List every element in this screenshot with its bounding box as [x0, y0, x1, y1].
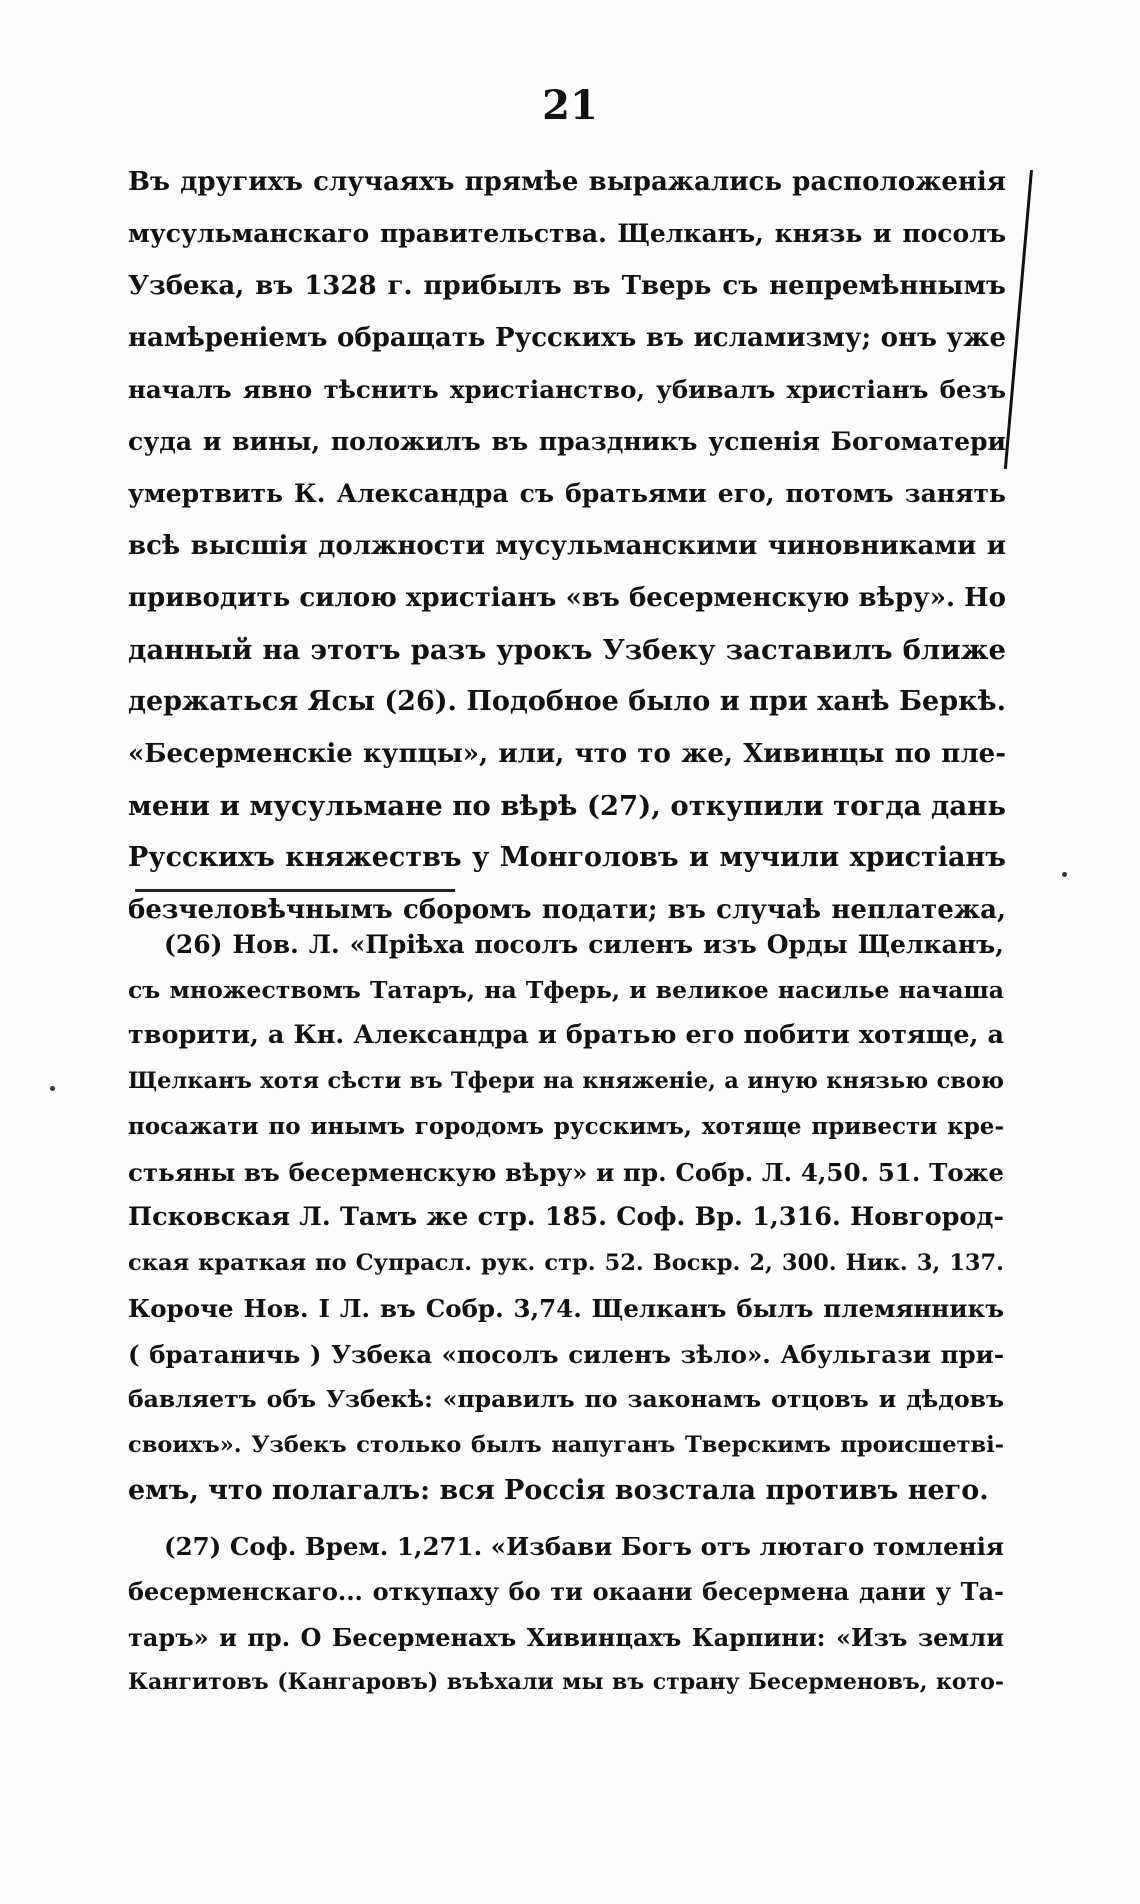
footnotes — [128, 922, 1004, 1706]
text-line: Русскихъ княжествъ у Монголовъ и мучили христіанъ — [128, 842, 1006, 873]
footnote-line: бесерменскаго... откупаху бо ти окаани бесермена дани у Та- — [128, 1577, 1004, 1606]
footnote-line: Щелканъ хотя сѣсти въ Тфери на княженіе, а иную князью свою — [128, 1067, 1004, 1094]
footnote-line: (26) Нов. Л. «Пріѣха посолъ силенъ изъ Орды Щелканъ, — [164, 930, 1004, 959]
text-line: мени и мусульмане по вѣрѣ (27), откупили тогда дань — [128, 790, 1006, 822]
text-line: Узбека, въ 1328 г. прибылъ въ Тверь съ непремѣннымъ — [128, 271, 1006, 301]
footnote-line: ( братаничь ) Узбека «посолъ силенъ зѣло». Абульгази при- — [128, 1339, 1004, 1369]
footnote-line: Кангитовъ (Кангаровъ) въѣхали мы въ страну Бесерменовъ, кото- — [128, 1669, 1004, 1695]
footnote-gap — [128, 1514, 1004, 1524]
footnote-line: бавляетъ объ Узбекѣ: «правилъ по законамъ отцовъ и дѣдовъ — [128, 1385, 1004, 1413]
footnote-line: съ множествомъ Татаръ, на Тферь, и великое насилье начаша — [128, 975, 1004, 1004]
text-line: всѣ высшія должности мусульманскими чиновниками и — [128, 531, 1006, 561]
footnote-line: Псковская Л. Тамъ же стр. 185. Соф. Вр. 1,316. Новгород- — [128, 1202, 1004, 1232]
footnote-line: своихъ». Узбекъ столько былъ напуганъ Тверскимъ происшетві- — [128, 1431, 1004, 1458]
footnote-line: ская краткая по Супрасл. рук. стр. 52. Воскр. 2, 300. Ник. 3, 137. — [128, 1249, 1004, 1276]
footnote-divider — [135, 889, 455, 892]
text-line: мусульманскаго правительства. Щелканъ, князь и посолъ — [128, 219, 1006, 248]
footnote-line: таръ» и пр. О Бесерменахъ Хивинцахъ Карпини: «Изъ земли — [128, 1622, 1004, 1652]
text-line: безчеловѣчнымъ сборомъ подати; въ случаѣ неплатежа, — [128, 895, 1006, 925]
text-line: умертвить К. Александра съ братьями его, потомъ занять — [128, 479, 1006, 508]
text-line: «Бесерменскіе купцы», или, что то же, Хивинцы по пле- — [128, 739, 1006, 769]
text-line: держаться Ясы (26). Подобное было и при ханѣ Беркѣ. — [128, 686, 1006, 717]
text-line: данный на этотъ разъ урокъ Узбеку заставилъ ближе — [128, 634, 1006, 666]
scan-speck — [1062, 872, 1067, 877]
scan-speck — [50, 1086, 55, 1091]
footnote-line: емъ, что полагалъ: вся Россія возстала противъ него. — [128, 1475, 989, 1506]
footnote-line: (27) Соф. Врем. 1,271. «Избави Богъ отъ лютаго томленія — [164, 1531, 1004, 1561]
main-paragraph — [128, 156, 1006, 936]
page-number: 21 — [542, 82, 598, 129]
text-line: приводить силою христіанъ «въ бесерменскую вѣру». Но — [128, 583, 1006, 613]
text-line: суда и вины, положилъ въ праздникъ успенія Богоматери — [128, 427, 1006, 456]
text-line: началъ явно тѣснить христіанство, убивалъ христіанъ безъ — [128, 375, 1006, 404]
footnote-line: посажати по инымъ городомъ русскимъ, хотяще привести кре- — [128, 1113, 1004, 1140]
text-line: намѣреніемъ обращать Русскихъ въ исламизму; онъ уже — [128, 323, 1006, 353]
footnote-line: творити, а Кн. Александра и братью его побити хотяще, а — [128, 1020, 1004, 1050]
footnote-line: Короче Нов. I Л. въ Собр. 3,74. Щелканъ былъ племянникъ — [128, 1294, 1004, 1323]
text-line: Въ другихъ случаяхъ прямѣе выражались расположенія — [128, 167, 1006, 197]
margin-mark — [1004, 170, 1033, 469]
footnote-line: стьяны въ бесерменскую вѣру» и пр. Собр. Л. 4,50. 51. Тоже — [128, 1157, 1004, 1187]
